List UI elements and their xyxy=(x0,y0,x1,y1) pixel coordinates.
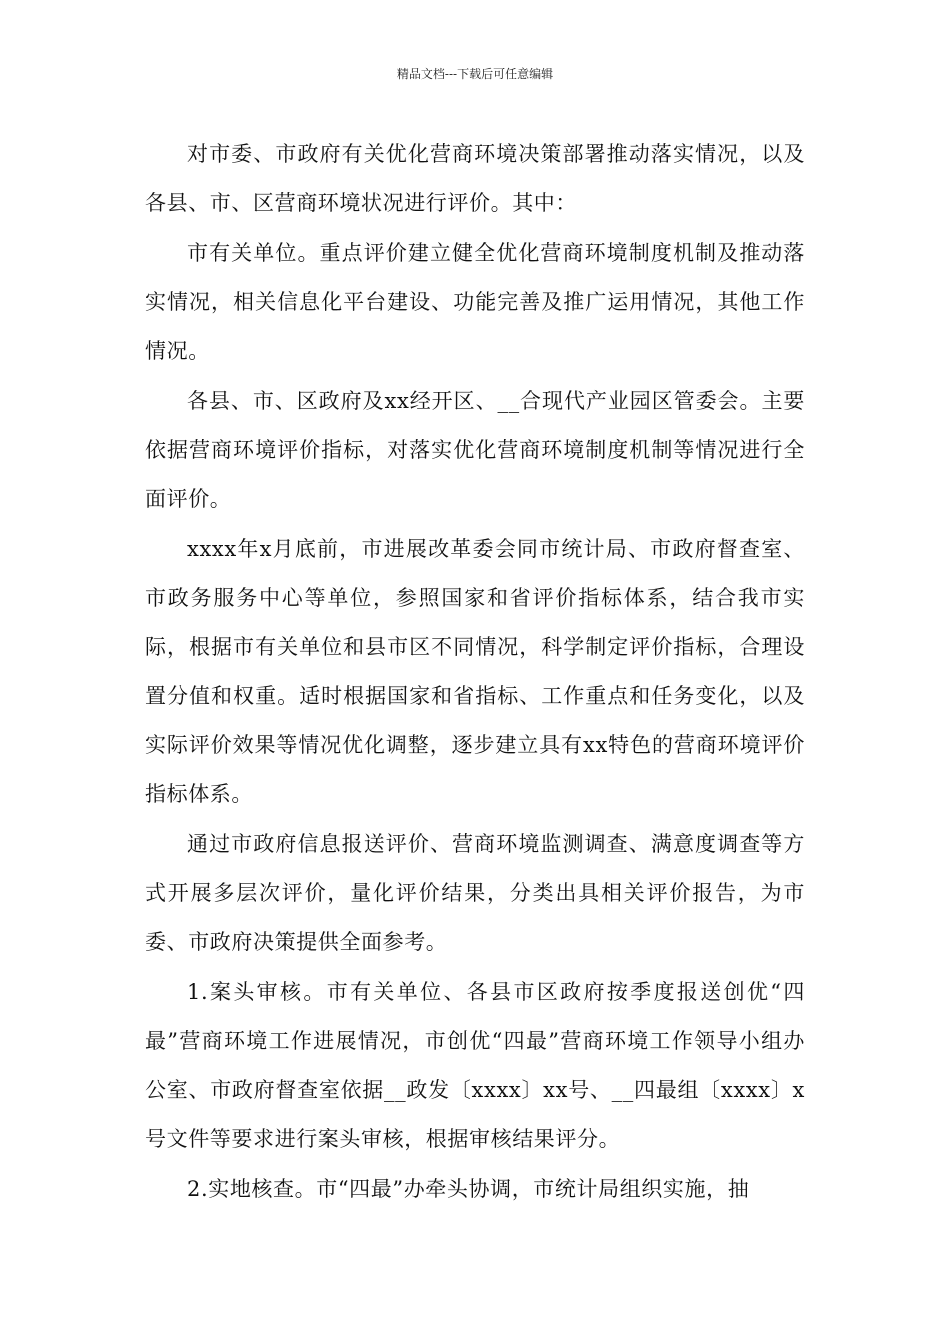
paragraph: 对市委、市政府有关优化营商环境决策部署推动落实情况，以及各县、市、区营商环境状况进行评价。其中： xyxy=(145,142,805,215)
document-body xyxy=(145,130,805,1214)
paragraph: 各县、市、区政府及xx经开区、__合现代产业园区管委会。主要依据营商环境评价指标，对落实优化营商环境制度机制等情况进行全面评价。 xyxy=(145,389,805,511)
paragraph: 通过市政府信息报送评价、营商环境监测调查、满意度调查等方式开展多层次评价，量化评价结果，分类出具相关评价报告，为市委、市政府决策提供全面参考。 xyxy=(145,832,805,954)
paragraph: 1.案头审核。市有关单位、各县市区政府按季度报送创优“四最”营商环境工作进展情况，市创优“四最”营商环境工作领导小组办公室、市政府督查室依据__政发〔xxxx〕xx号、__四最组〔xxxx〕x号文件等要求进行案头审核，根据审核结果评分。 xyxy=(145,980,805,1151)
paragraph: 市有关单位。重点评价建立健全优化营商环境制度机制及推动落实情况，相关信息化平台建设、功能完善及推广运用情况，其他工作情况。 xyxy=(145,241,805,363)
page-header: 精品文档---下载后可任意编辑 xyxy=(396,67,554,81)
paragraph: xxxx年x月底前，市进展改革委会同市统计局、市政府督查室、市政务服务中心等单位，参照国家和省评价指标体系，结合我市实际，根据市有关单位和县市区不同情况，科学制定评价指标，合理设置分值和权重。适时根据国家和省指标、工作重点和任务变化，以及实际评价效果等情况优化调整，逐步建立具有xx特色的营商环境评价指标体系。 xyxy=(145,537,805,806)
paragraph: 2.实地核查。市“四最”办牵头协调，市统计局组织实施，抽 xyxy=(187,1177,750,1201)
